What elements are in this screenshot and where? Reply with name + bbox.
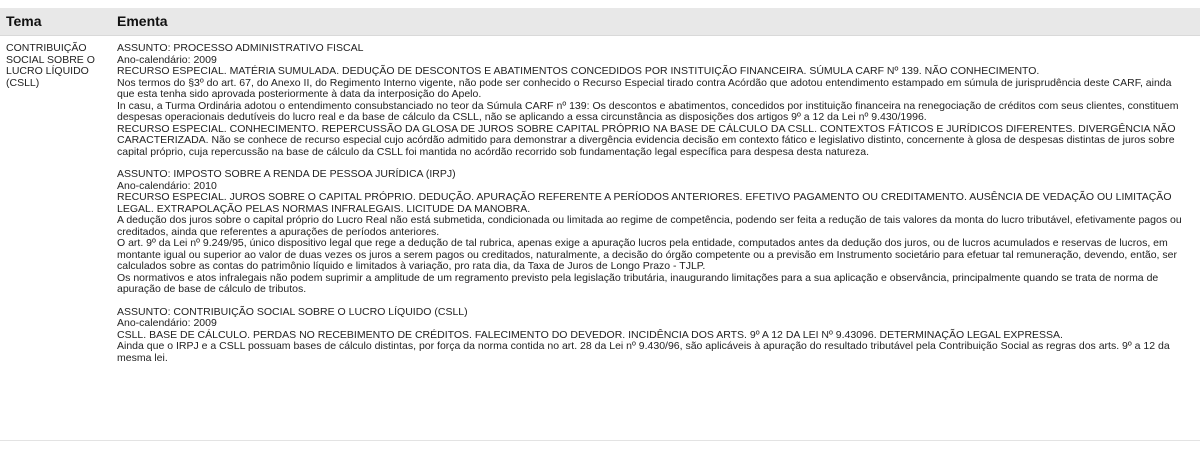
column-header-ementa[interactable]: Ementa	[117, 13, 168, 29]
ementa-paragraph: Os normativos e atos infralegais não podem suprimir a amplitude de um regramento previsto pela legislação tributária, inaugurando limitações para a sua aplicação e observância, principalmente quando se trata de norma de apuração de base de cálculo de tributos.	[117, 271, 1159, 295]
ementa-block-irpj	[117, 169, 1191, 296]
ementa-assunto: ASSUNTO: PROCESSO ADMINISTRATIVO FISCAL	[117, 42, 364, 54]
table-header	[0, 8, 1200, 36]
ementa-cell	[117, 43, 1191, 375]
ementa-ano-calendario: Ano-calendário: 2010	[117, 179, 217, 192]
ementa-paragraph: RECURSO ESPECIAL. CONHECIMENTO. REPERCUSSÃO DA GLOSA DE JUROS SOBRE CAPITAL PRÓPRIO NA BASE DE CÁLCULO DA CSLL. CONTEXTOS FÁTICOS E JURÍDICOS DIFERENTES. DIVERGÊNCIA NÃO CARACTERIZADA. Não se conhece de recurso especial cujo acórdão admitido para demonstrar a divergência evidencia decisão em contexto fático e legislativo distinto, concernente à glosa de despesas distintas de juros sobre capital próprio, cuja repercussão na base de cálculo da CSLL foi mantida no acórdão recorrido sob fundamentação legal específica para despesa desta natureza.	[117, 122, 1176, 158]
ementa-paragraph: RECURSO ESPECIAL. MATÉRIA SUMULADA. DEDUÇÃO DE DESCONTOS E ABATIMENTOS CONCEDIDOS POR INSTITUIÇÃO FINANCEIRA. SÚMULA CARF Nº 139. NÃO CONHECIMENTO.	[117, 65, 1040, 77]
ementa-paragraph: Nos termos do §3º do art. 67, do Anexo II, do Regimento Interno vigente, não pode ser conhecido o Recurso Especial tirado contra Acórdão que adotou entendimento estampado em súmula de jurisprudência deste CARF, ainda que esta tenha sido aprovada posteriormente à data da interposição do Apelo.	[117, 76, 1172, 100]
tema-cell: CONTRIBUIÇÃO SOCIAL SOBRE O LUCRO LÍQUIDO (CSLL)	[6, 42, 95, 89]
ementa-ano-calendario: Ano-calendário: 2009	[117, 317, 217, 329]
ementa-block-processo	[117, 43, 1191, 158]
ementa-block-csll	[117, 307, 1191, 365]
ementa-assunto: ASSUNTO: CONTRIBUIÇÃO SOCIAL SOBRE O LUCRO LÍQUIDO (CSLL)	[117, 305, 468, 318]
ementa-paragraph: O art. 9º da Lei nº 9.249/95, único dispositivo legal que rege a dedução de tal rubrica, apenas exige a apuração lucros pela entidade, computados antes da dedução dos juros, ou de lucros acumulados e reservas de lucros, em montante igual ou superior ao valor de duas vezes os juros a serem pagos ou creditados, naturalmente, a decisão do órgão competente ou a previsão em Instrumento societário para efetuar tal remuneração, devendo, então, ser calculados sobre as contas do patrimônio líquido e limitados à variação, pro rata dia, da Taxa de Juros de Longo Prazo - TJLP.	[117, 237, 1177, 272]
ementa-ano-calendario: Ano-calendário: 2009	[117, 53, 217, 66]
ementa-paragraph: In casu, a Turma Ordinária adotou o entendimento consubstanciado no teor da Súmula CARF nº 139: Os descontos e abatimentos, concedidos por instituição financeira na renegociação de créditos com seus clientes, constituem despesas operacionais dedutíveis do lucro real e da base de cálculo da CSLL, não se aplicando a essa circunstância as disposições dos artigos 9º a 12 da Lei nº 9.430/1996.	[117, 99, 1179, 123]
ementa-paragraph: A dedução dos juros sobre o capital próprio do Lucro Real não está submetida, condicionada ou limitada ao regime de competência, podendo ser feita a redução de tais valores da monta do lucro tributável, efetivamente pagos ou creditados, ainda que referentes a apurações de períodos anteriores.	[117, 214, 1182, 238]
ementa-assunto: ASSUNTO: IMPOSTO SOBRE A RENDA DE PESSOA JURÍDICA (IRPJ)	[117, 168, 456, 180]
row-divider	[0, 440, 1200, 441]
ementa-paragraph: CSLL. BASE DE CÁLCULO. PERDAS NO RECEBIMENTO DE CRÉDITOS. FALECIMENTO DO DEVEDOR. INCIDÊNCIA DOS ARTS. 9º A 12 DA LEI Nº 9.43096. DETERMINAÇÃO LEGAL EXPRESSA.	[117, 328, 1063, 341]
column-header-tema[interactable]: Tema	[6, 13, 42, 29]
ementa-paragraph: RECURSO ESPECIAL. JUROS SOBRE O CAPITAL PRÓPRIO. DEDUÇÃO. APURAÇÃO REFERENTE A PERÍODOS ANTERIORES. EFETIVO PAGAMENTO OU CREDITAMENTO. AUSÊNCIA DE VEDAÇÃO OU LIMITAÇÃO LEGAL. EXTRAPOLAÇÃO PELAS NORMAS INFRALEGAIS. LICITUDE DA MANOBRA.	[117, 191, 1172, 215]
ementa-paragraph: Ainda que o IRPJ e a CSLL possuam bases de cálculo distintas, por força da norma contida no art. 28 da Lei nº 9.430/96, são aplicáveis à apuração do resultado tributável pela Contribuição Social as regras dos arts. 9º a 12 da mesma lei.	[117, 340, 1170, 364]
